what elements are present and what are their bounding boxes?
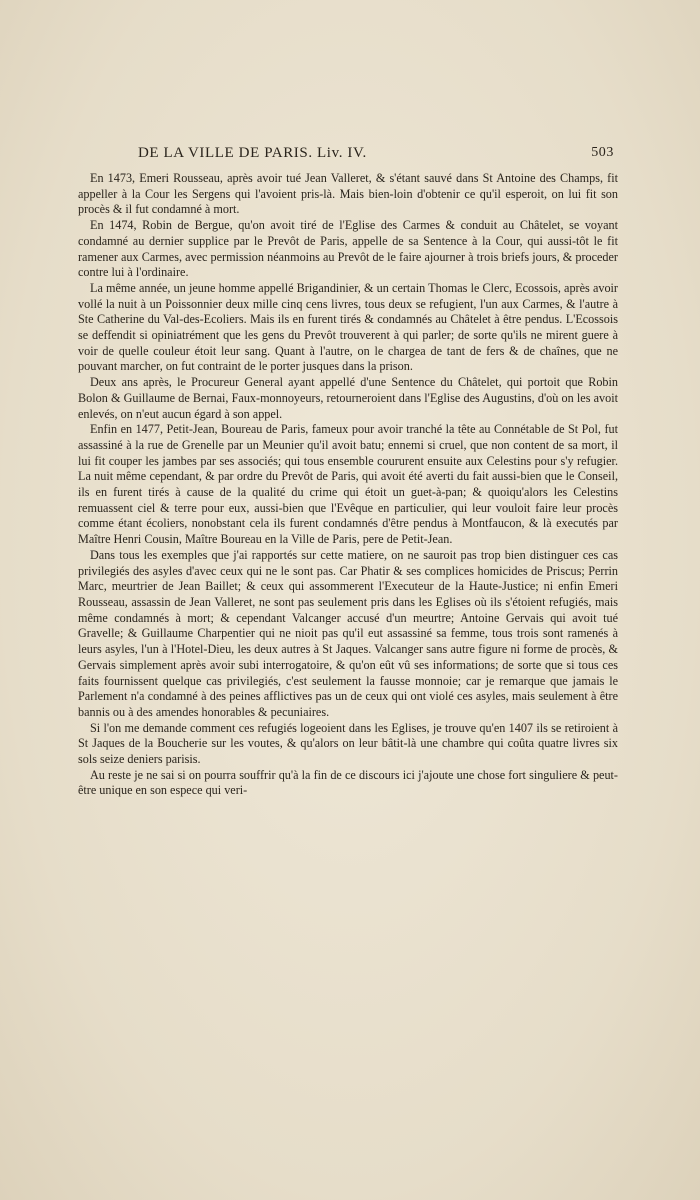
paragraph-1477-petit-jean: Enfin en 1477, Petit-Jean, Boureau de Paris, fameux pour avoir tranché la tête au Connétable de St Pol, fut assassiné à la rue de Grenelle par un Meunier qu'il avoit batu; ennemi si cruel, que non content de sa mort, il lui fit couper les jambes par ses associés; qui tous ensemble coururent ensuite aux Celestins pour s'y refugier. La nuit même cependant, & par ordre du Prevôt de Paris, qui avoit été averti du fait aussi-bien que le Conseil, ils en furent tirés à cause de la qualité du crime qui étoit un guet-à-pan; & quoiqu'alors les Celestins remuassent ciel & terre pour eux, aussi-bien que l'Evêque en particulier, qui leur vouloit faire leur procès comme étant écoliers, nonobstant cela ils furent condamnés d'être pendus à Montfaucon, & là executés par Maître Henri Cousin, Maître Boureau en la Ville de Paris, pere de Petit-Jean. (78, 422, 618, 547)
paragraph-1474-robin: En 1474, Robin de Bergue, qu'on avoit tiré de l'Eglise des Carmes & conduit au Châtelet, se voyant condamné au dernier supplice par le Prevôt de Paris, appelle de sa Sentence à la Cour, qui aussi-tôt le fit ramener aux Carmes, avec permission néanmoins au Prevôt de le faire ajourner à trois briefs jours, & proceder contre lui à l'ordinaire. (78, 218, 618, 280)
paragraph-au-reste: Au reste je ne sai si on pourra souffrir qu'à la fin de ce discours ici j'ajoute une chose fort singuliere & peut-être unique en son espece qui veri- (78, 767, 618, 798)
paragraph-faux-monnoyeurs: Deux ans après, le Procureur General ayant appellé d'une Sentence du Châtelet, qui portoit que Robin Bolon & Guillaume de Bernai, Faux-monnoyeurs, retourneroient dans l'Eglise des Augustins, d'où on les avoit enlevés, on n'eut aucun égard à son appel. (78, 375, 618, 421)
paragraph-exemples: Dans tous les exemples que j'ai rapportés sur cette matiere, on ne sauroit pas trop bien distinguer ces cas privilegiés des asyles d'avec ceux qui ne le sont pas. Car Phatir & ses complices homicides de Priscus; Perrin Marc, meurtrier de Jean Baillet; & ceux qui assommerent l'Executeur de la Haute-Justice; ni enfin Emeri Rousseau, assassin de Jean Valleret, ne sont pas seulement pris dans les Eglises où ils s'étoient refugiés, mais même condamnés à mort; & cependant Valcanger accusé d'un meurtre; Antoine Gervais qui avoit tué Gravelle; & Guillaume Charpentier qui ne nioit pas qu'il eut assassiné sa femme, tous trois sont ramenés à leurs asyles, l'un à l'Hotel-Dieu, les deux autres à St Jaques. Valcanger sans autre figure ni forme de procès, & Gervais simplement après avoir subi interrogatoire, & qu'on eût vû ses informations; de sorte que si tous ces faits fournissent quelque cas privilegiés, c'est seulement la fausse monnoie; car je remarque que jamais le Parlement n'a condamné à des peines afflictives pas un de ceux qui ont violé ces asyles, mais seulement à être bannis ou à des amendes honorables & pecuniaires. (78, 547, 618, 719)
paragraph-1473-rousseau: En 1473, Emeri Rousseau, après avoir tué Jean Valleret, & s'étant sauvé dans St Antoine des Champs, fit appeller à la Cour les Sergens qui l'avoient pris-là. Mais bien-loin d'obtenir ce qu'il esperoit, on lui fit son procès & il fut condamné à mort. (78, 171, 618, 217)
running-title: DE LA VILLE DE PARIS. Liv. IV. (138, 145, 367, 161)
page-number: 503 (591, 145, 614, 160)
book-page (78, 145, 618, 799)
paragraph-brigandinier: La même année, un jeune homme appellé Brigandinier, & un certain Thomas le Clerc, Ecossois, après avoir vollé la nuit à un Poissonnier deux mille cinq cens livres, tous deux se refugient, l'un aux Carmes, & l'autre à Ste Catherine du Val-des-Ecoliers. Mais ils en furent tirés & condamnés au Châtelet à être pendus. L'Ecossois se deffendit si opiniatrément que les gens du Prevôt trouverent à qui parler; de sorte qu'ils ne mirent guere à voir de quelle couleur étoit leur sang. Quant à l'autre, on le chargea de tant de fers & de chaînes, que ne pouvant marcher, on fut contraint de le porter jusques dans la prison. (78, 280, 618, 374)
running-head (78, 145, 618, 167)
paragraph-refugies: Si l'on me demande comment ces refugiés logeoient dans les Eglises, je trouve qu'en 1407 ils se retiroient à St Jaques de la Boucherie sur les voutes, & qu'alors on leur bâtit-là une chambre qui coûta quatre livres six sols seize deniers parisis. (78, 720, 618, 767)
